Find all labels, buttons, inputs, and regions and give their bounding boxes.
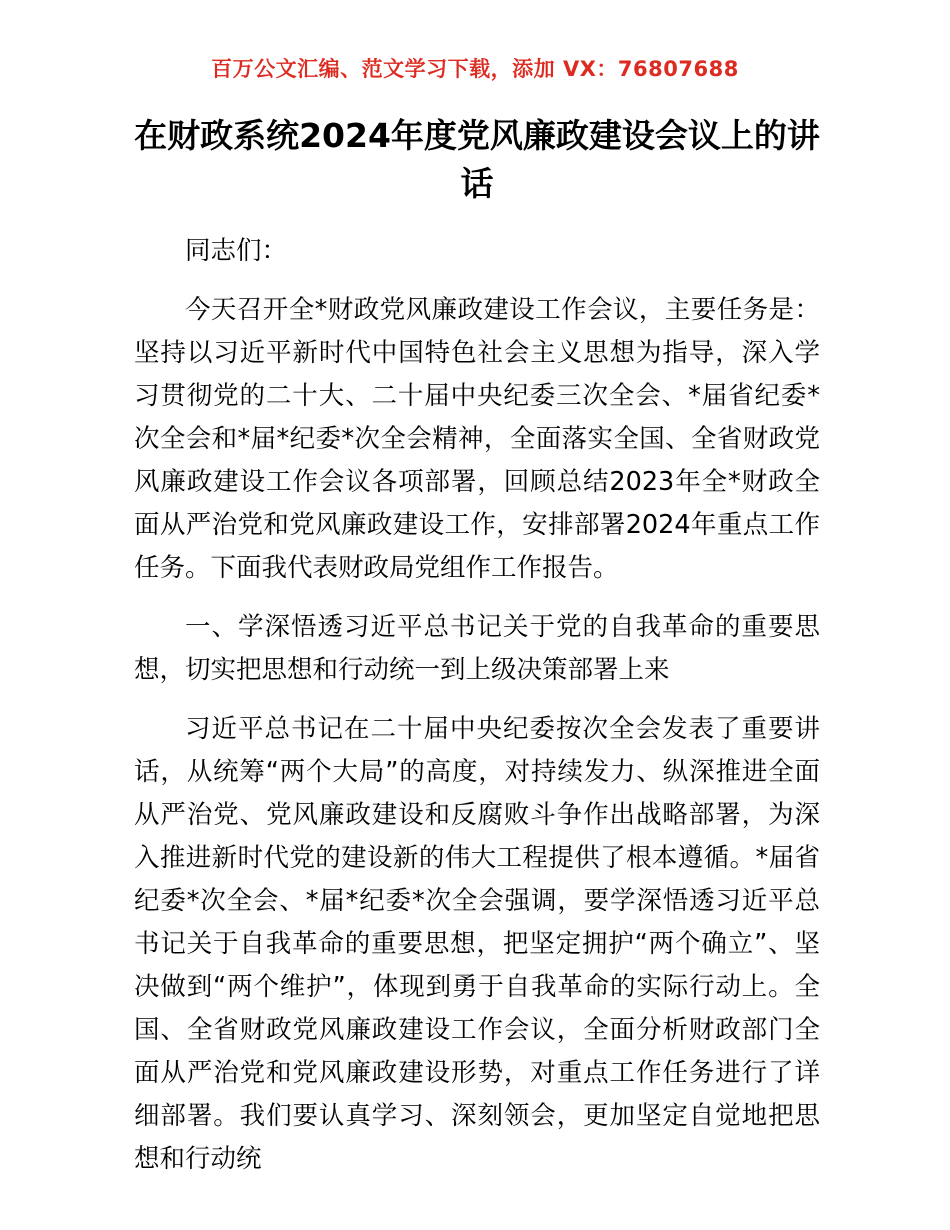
- section-heading-one: 一、学深悟透习近平总书记关于党的自我革命的重要思想，切实把思想和行动统一到上级决策部署上来: [134, 612, 820, 686]
- document-body: [0, 208, 950, 1181]
- promo-banner: 百万公文汇编、范文学习下载，添加 VX：76807688: [211, 57, 739, 81]
- salutation: 同志们：: [185, 236, 288, 267]
- opening-paragraph: 今天召开全*财政党风廉政建设工作会议，主要任务是：坚持以习近平新时代中国特色社会主义思想为指导，深入学习贯彻党的二十大、二十届中央纪委三次全会、*届省纪委*次全会和*届*纪委*次全会精神，全面落实全国、全省财政党风廉政建设工作会议各项部署，回顾总结2023年全*财政全面从严治党和党风廉政建设工作，安排部署2024年重点工作任务。下面我代表财政局党组作工作报告。: [134, 295, 820, 584]
- page-title: 在财政系统2024年度党风廉政建设会议上的讲话: [134, 116, 820, 204]
- section-one-body: 习近平总书记在二十届中央纪委按次全会发表了重要讲话，从统筹“两个大局”的高度，对持续发力、纵深推进全面从严治党、党风廉政建设和反腐败斗争作出战略部署，为深入推进新时代党的建设新的伟大工程提供了根本遵循。*届省纪委*次全会、*届*纪委*次全会强调，要学深悟透习近平总书记关于自我革命的重要思想，把坚定拥护“两个确立”、坚决做到“两个维护”，体现到勇于自我革命的实际行动上。全国、全省财政党风廉政建设工作会议，全面分析财政部门全面从严治党和党风廉政建设形势，对重点工作任务进行了详细部署。我们要认真学习、深刻领会，更加坚定自觉地把思想和行动统: [134, 714, 820, 1175]
